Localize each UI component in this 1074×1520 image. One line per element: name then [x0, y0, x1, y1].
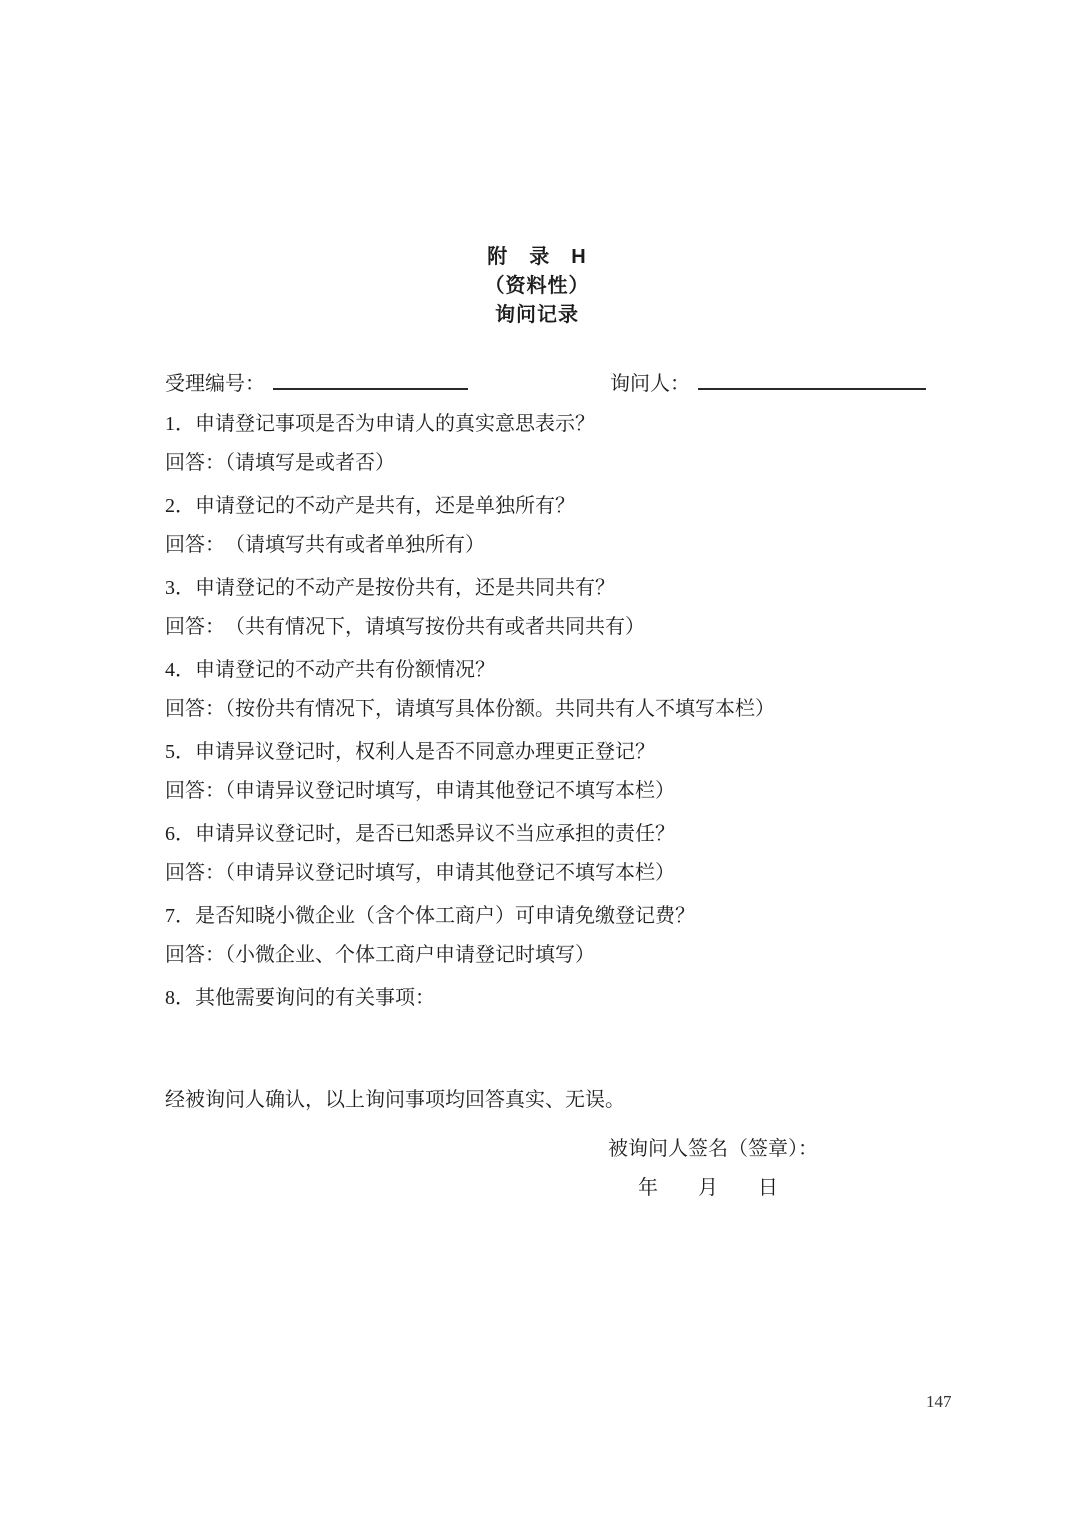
question-text: 3．申请登记的不动产是按份共有，还是共同共有？ [165, 577, 615, 599]
question-text: 6．申请异议登记时，是否已知悉异议不当应承担的责任？ [165, 823, 675, 845]
signature-block [608, 1137, 909, 1200]
confirmation-statement: 经被询问人确认，以上询问事项均回答真实、无误。 [165, 1089, 625, 1111]
question-block-7 [165, 904, 909, 967]
answer-text: 回答： （请填写共有或者单独所有） [165, 534, 485, 556]
questions-section [165, 412, 909, 1010]
question-block-8 [165, 986, 909, 1010]
header-fields-row [165, 368, 909, 396]
appendix-heading: 询问记录 [495, 304, 579, 326]
appendix-title: 附 录 H [487, 246, 587, 268]
question-block-3 [165, 576, 909, 639]
answer-text: 回答： （共有情况下，请填写按份共有或者共同共有） [165, 616, 645, 638]
question-block-2 [165, 494, 909, 557]
question-block-5 [165, 740, 909, 803]
inquirer-field [610, 368, 926, 396]
question-block-4 [165, 658, 909, 721]
answer-text: 回答：（小微企业、个体工商户申请登记时填写） [165, 944, 595, 966]
inquirer-label: 询问人： [610, 373, 690, 395]
signature-label: 被询问人签名（签章）： [608, 1138, 818, 1160]
answer-text: 回答：（申请异议登记时填写，申请其他登记不填写本栏） [165, 862, 675, 884]
appendix-type: （资料性） [484, 275, 590, 297]
question-block-1 [165, 412, 909, 475]
accept-number-label: 受理编号： [165, 373, 265, 395]
question-text: 4．申请登记的不动产共有份额情况？ [165, 659, 495, 681]
inquirer-blank [698, 368, 926, 390]
question-text: 8．其他需要询问的有关事项： [165, 987, 435, 1009]
answer-text: 回答：（请填写是或者否） [165, 452, 395, 474]
answer-text: 回答：（申请异议登记时填写，申请其他登记不填写本栏） [165, 780, 675, 802]
accept-number-blank [273, 368, 468, 390]
question-text: 2．申请登记的不动产是共有，还是单独所有？ [165, 495, 575, 517]
question-text: 5．申请异议登记时，权利人是否不同意办理更正登记？ [165, 741, 655, 763]
title-block [165, 0, 909, 330]
date-line: 年 月 日 [638, 1177, 778, 1199]
answer-text: 回答：（按份共有情况下，请填写具体份额。共同共有人不填写本栏） [165, 698, 775, 720]
question-block-6 [165, 822, 909, 885]
page-number: 147 [926, 1392, 952, 1411]
question-text: 1．申请登记事项是否为申请人的真实意思表示？ [165, 413, 595, 435]
accept-number-field [165, 373, 468, 395]
question-text: 7．是否知晓小微企业（含个体工商户）可申请免缴登记费？ [165, 905, 695, 927]
